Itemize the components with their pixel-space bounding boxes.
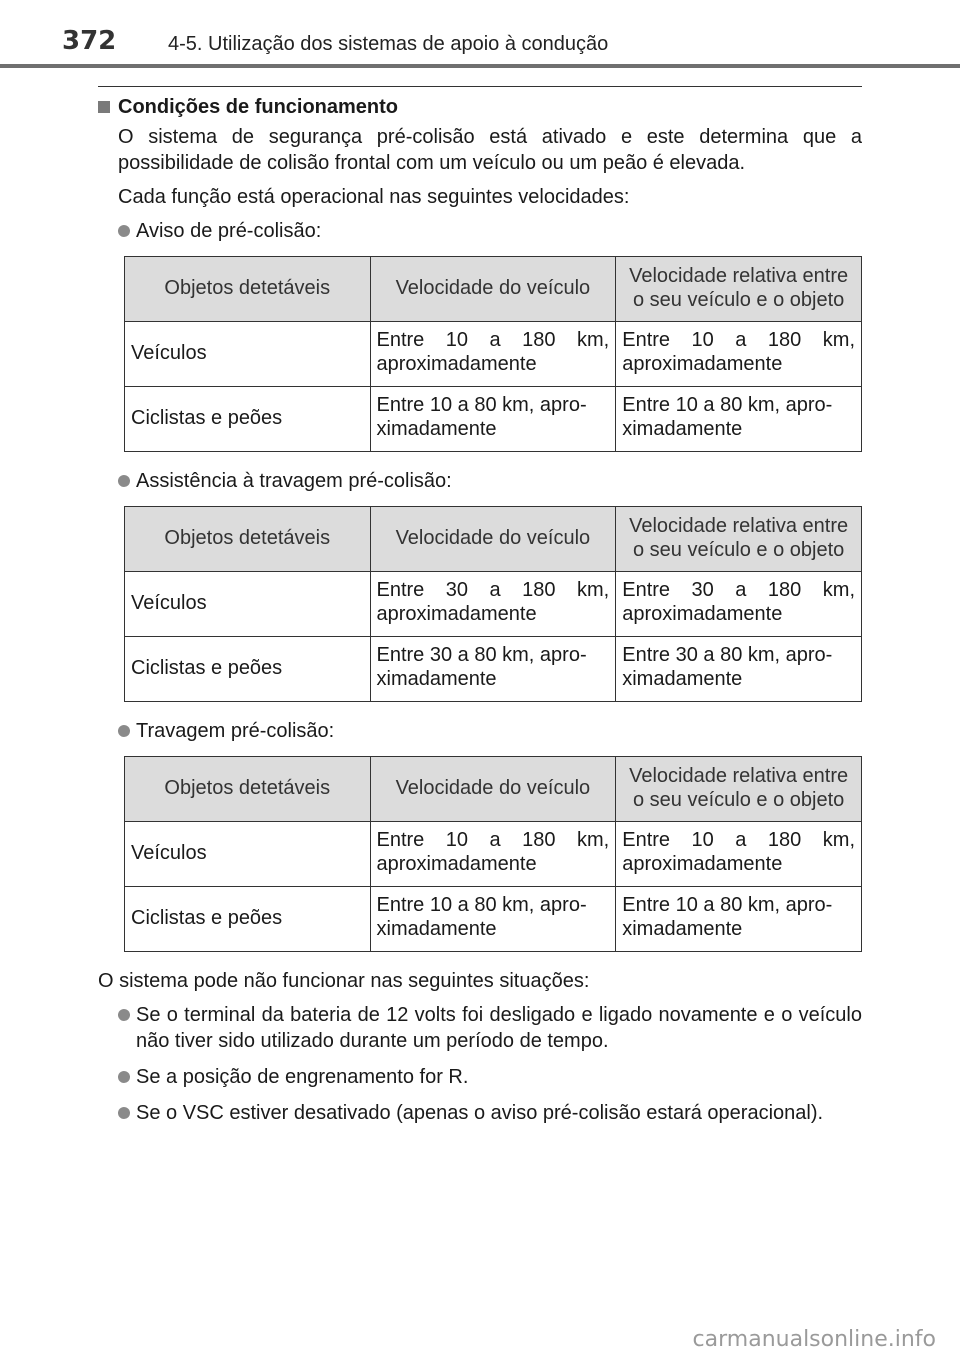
table-cell: Entre 10 a 180 km, aproximadamente (370, 322, 616, 387)
table-cell: Entre 30 a 180 km, aproximadamente (616, 572, 862, 637)
table-cell: Entre 10 a 180 km, aproximadamente (370, 822, 616, 887)
header-cell: Objetos detetáveis (125, 507, 371, 572)
table-header-row (125, 507, 862, 572)
speed-table-travagem (124, 756, 862, 952)
header-divider (0, 64, 960, 68)
speed-table-assistencia (124, 506, 862, 702)
table-cell: Entre 10 a 80 km, apro-ximadamente (370, 387, 616, 452)
bullet-aviso (118, 218, 862, 244)
dot-icon (118, 1071, 130, 1083)
header-cell: Velocidade relativa entre o seu veículo e o objeto (616, 757, 862, 822)
table-label: Aviso de pré-colisão: (136, 220, 322, 242)
dot-icon (118, 1107, 130, 1119)
header-cell: Velocidade do veículo (370, 257, 616, 322)
header-cell: Velocidade relativa entre o seu veículo e o objeto (616, 257, 862, 322)
dot-icon (118, 725, 130, 737)
limitation-text: Se o VSC estiver desativado (apenas o aviso pré-colisão estará operacional). (136, 1102, 824, 1124)
header-cell: Velocidade relativa entre o seu veículo e o objeto (616, 507, 862, 572)
dot-icon (118, 225, 130, 237)
table-cell: Entre 30 a 80 km, apro-ximadamente (370, 637, 616, 702)
table-label: Travagem pré-colisão: (136, 720, 335, 742)
dot-icon (118, 1009, 130, 1021)
header-cell: Objetos detetáveis (125, 257, 371, 322)
table-cell: Entre 10 a 180 km, aproximadamente (616, 822, 862, 887)
table-cell: Veículos (125, 822, 371, 887)
limitations-intro: O sistema pode não funcionar nas seguintes situações: (98, 970, 590, 992)
table-cell: Ciclistas e peões (125, 387, 371, 452)
chapter-title: 4-5. Utilização dos sistemas de apoio à condução (168, 33, 609, 55)
page-header (0, 0, 960, 70)
header-cell: Velocidade do veículo (370, 507, 616, 572)
square-icon (98, 101, 110, 113)
header-cell: Objetos detetáveis (125, 757, 371, 822)
table-cell: Entre 30 a 180 km, aproximadamente (370, 572, 616, 637)
table-cell: Entre 10 a 180 km, aproximadamente (616, 322, 862, 387)
intro-paragraph: O sistema de segurança pré-colisão está ativado e este determina que a possibilidade de colisão frontal com um veículo ou um peão é elevada. (118, 126, 862, 174)
table-cell: Veículos (125, 322, 371, 387)
table-cell: Entre 10 a 80 km, apro-ximadamente (616, 887, 862, 952)
limitation-text: Se a posição de engrenamento for R. (136, 1066, 469, 1088)
limitation-item (118, 1002, 862, 1054)
section-divider (98, 86, 862, 87)
bullet-travagem (118, 718, 862, 744)
bullet-assistencia (118, 468, 862, 494)
table-header-row (125, 757, 862, 822)
table-header-row (125, 257, 862, 322)
table-row (125, 387, 862, 452)
page-content (98, 94, 862, 1136)
table-cell: Entre 10 a 80 km, apro-ximadamente (616, 387, 862, 452)
table-cell: Veículos (125, 572, 371, 637)
speeds-intro: Cada função está operacional nas seguintes velocidades: (118, 186, 630, 208)
table-row (125, 887, 862, 952)
section-heading (98, 94, 862, 120)
table-row (125, 322, 862, 387)
table-row (125, 822, 862, 887)
limitation-item (118, 1100, 862, 1126)
speed-table-aviso (124, 256, 862, 452)
watermark: carmanualsonline.info (692, 1327, 936, 1352)
table-row (125, 572, 862, 637)
section-title: Condições de funcionamento (118, 96, 399, 118)
table-cell: Ciclistas e peões (125, 887, 371, 952)
table-label: Assistência à travagem pré-colisão: (136, 470, 452, 492)
header-cell: Velocidade do veículo (370, 757, 616, 822)
limitation-item (118, 1064, 862, 1090)
page-number: 372 (62, 26, 117, 56)
table-cell: Ciclistas e peões (125, 637, 371, 702)
table-row (125, 637, 862, 702)
dot-icon (118, 475, 130, 487)
table-cell: Entre 30 a 80 km, apro-ximadamente (616, 637, 862, 702)
limitation-text: Se o terminal da bateria de 12 volts foi desligado e ligado novamente e o veículo não tiver sido utilizado durante um período de tempo. (136, 1004, 862, 1052)
table-cell: Entre 10 a 80 km, apro-ximadamente (370, 887, 616, 952)
